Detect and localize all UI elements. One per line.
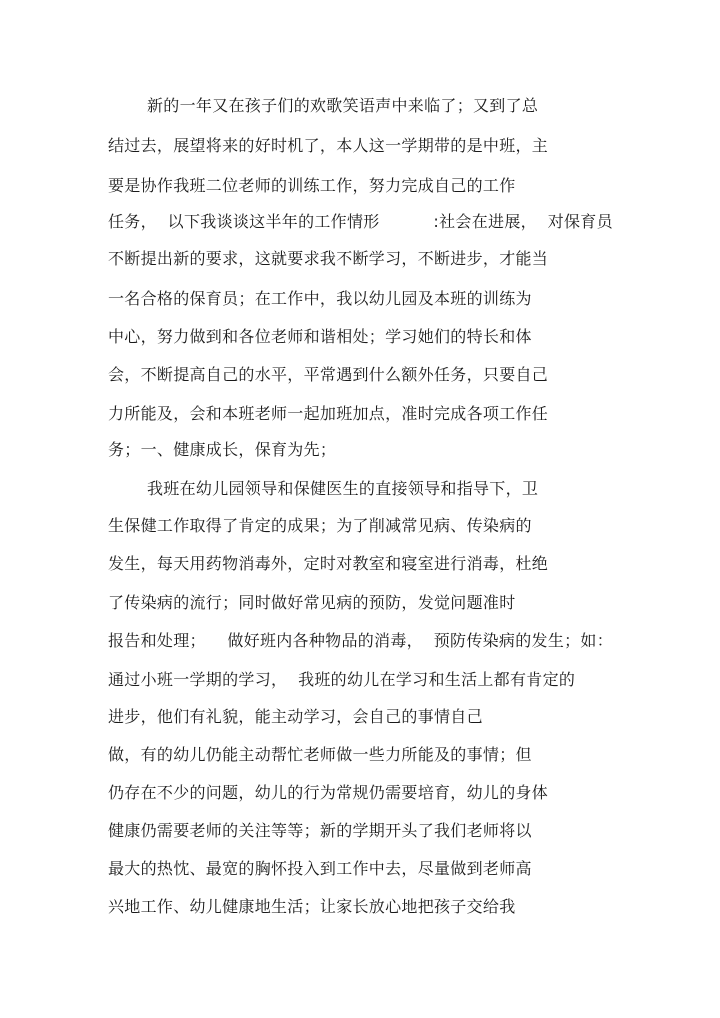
text-line: 兴地工作、幼儿健康地生活；让家长放心地把孩子交给我 xyxy=(108,897,516,916)
text-line: 会，不断提高自己的水平，平常遇到什么额外任务，只要自己 xyxy=(108,365,549,384)
text-line: 做，有的幼儿仍能主动帮忙老师做一些力所能及的事情；但 xyxy=(108,745,532,764)
text-line: 发生，每天用药物消毒外，定时对教室和寝室进行消毒，杜绝 xyxy=(108,554,549,573)
text-line: 务；一、健康成长，保育为先； xyxy=(108,440,337,459)
text-line: 不断提出新的要求，这就要求我不断学习，不断进步，才能当 xyxy=(108,249,549,268)
text-line: 我班在幼儿园领导和保健医生的直接领导和指导下，卫 xyxy=(147,479,539,498)
text-line: 要是协作我班二位老师的训练工作，努力完成自己的工作 xyxy=(108,176,516,195)
text-line: 一名合格的保育员；在工作中，我以幼儿园及本班的训练为 xyxy=(108,289,532,308)
text-line: 任务， 以下我谈谈这半年的工作情形 :社会在进展， 对保育员 xyxy=(108,212,613,231)
text-line: 了传染病的流行；同时做好常见病的预防，发觉问题准时 xyxy=(108,593,516,612)
text-line: 进步，他们有礼貌，能主动学习，会自己的事情自己 xyxy=(108,707,483,726)
text-line: 中心，努力做到和各位老师和谐相处；学习她们的特长和体 xyxy=(108,327,532,346)
text-line: 健康仍需要老师的关注等等；新的学期开头了我们老师将以 xyxy=(108,821,532,840)
text-line: 新的一年又在孩子们的欢歌笑语声中来临了；又到了总 xyxy=(147,96,539,115)
text-line: 报告和处理； 做好班内各种物品的消毒， 预防传染病的发生；如： xyxy=(108,631,614,650)
text-line: 最大的热忱、最宽的胸怀投入到工作中去，尽量做到老师高 xyxy=(108,859,532,878)
text-line: 通过小班一学期的学习， 我班的幼儿在学习和生活上都有肯定的 xyxy=(108,670,576,689)
text-line: 结过去，展望将来的好时机了，本人这一学期带的是中班，主 xyxy=(108,136,549,155)
text-line: 生保健工作取得了肯定的成果；为了削减常见病、传染病的 xyxy=(108,516,532,535)
text-line: 力所能及，会和本班老师一起加班加点，准时完成各项工作任 xyxy=(108,404,549,423)
text-line: 仍存在不少的问题，幼儿的行为常规仍需要培育，幼儿的身体 xyxy=(108,783,549,802)
